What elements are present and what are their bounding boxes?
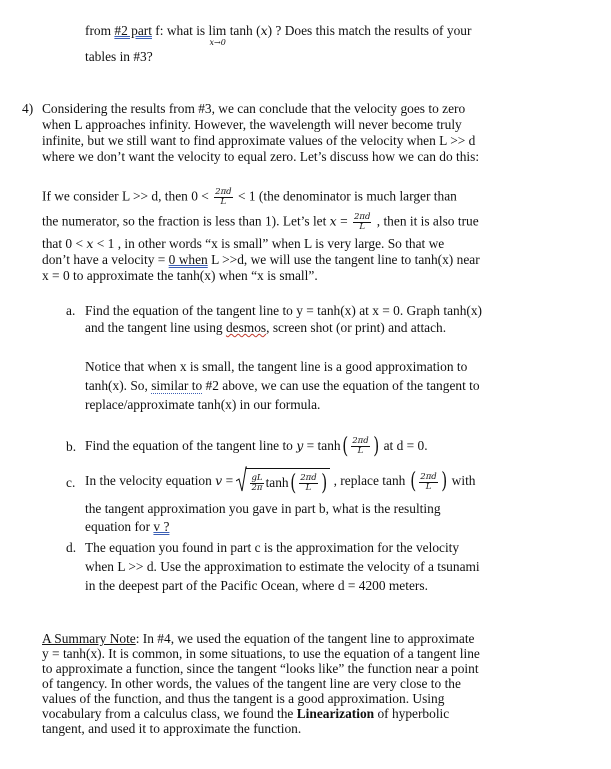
- consider-line-5: x = 0 to approximate the tanh(x) when “x is small”.: [42, 268, 318, 283]
- part-c-line-3: [85, 519, 169, 534]
- part-b-line: [85, 434, 428, 458]
- consider-line-1: [42, 188, 457, 207]
- similar-to-word: similar to: [151, 378, 203, 393]
- text: < 1 (the denominator is much larger than: [234, 188, 457, 204]
- var-x: x: [260, 23, 268, 38]
- numerator: 2πd: [300, 473, 317, 484]
- text: < 1 , in other words “x is small” when L is very large. So that we: [93, 236, 445, 251]
- denominator: 2π: [251, 483, 263, 494]
- text: , screen shot (or print) and attach.: [266, 320, 447, 335]
- denominator: L: [359, 222, 366, 232]
- text: , replace tanh: [330, 473, 409, 489]
- summary-line-4: of tangency. In other words, the values of the tangent line are very close to the: [42, 676, 461, 691]
- part-a-note-1: Notice that when x is small, the tangent line is a good approximation to: [85, 359, 468, 374]
- part-d-label: d.: [66, 540, 77, 555]
- tanh-text: tanh: [265, 475, 289, 490]
- denominator: L: [357, 446, 364, 457]
- summary-line-7: tangent, and used it to approximate the function.: [42, 721, 302, 736]
- part-d-line-3: in the deepest part of the Pacific Ocean, where d = 4200 meters.: [85, 578, 428, 593]
- text: that 0 <: [42, 236, 87, 251]
- text: Let’s let: [279, 213, 330, 229]
- text: =: [336, 213, 351, 229]
- summary-line-5: values of the function, and thus the tangent is a good approximation. Using: [42, 691, 445, 706]
- question-number: 4): [22, 101, 34, 116]
- text: from: [85, 23, 115, 38]
- q4-line-2: when L approaches infinity. However, the wavelength will never become truly: [42, 117, 462, 132]
- part-d-line-2: when L >> d. Use the approximation to estimate the velocity of a tsunami: [85, 559, 480, 574]
- text: and the tangent line using: [85, 320, 226, 335]
- var-x: x: [329, 213, 337, 229]
- limit-operator: [208, 23, 227, 47]
- consider-line-2: [42, 213, 479, 232]
- fraction-2pid-over-L: [419, 473, 437, 492]
- text: tanh(x). So,: [85, 378, 152, 393]
- var-v: v: [215, 473, 223, 489]
- q4-line-4: where we don’t want the velocity to equal zero. Let’s discuss how we can do this:: [42, 149, 480, 164]
- text: #2 above, we can use the equation of the tangent to: [202, 378, 480, 393]
- denominator: L: [305, 483, 312, 494]
- text: , then it is also true: [373, 213, 479, 229]
- fraction-2pid-over-L: [353, 213, 371, 232]
- numerator: 2πd: [215, 187, 232, 197]
- var-x: x: [86, 236, 94, 251]
- text: Find the equation of the tangent line to: [85, 438, 297, 453]
- radical-sign: [236, 466, 247, 492]
- left-paren: (: [409, 469, 417, 494]
- summary-line-2: y = tanh(x). It is common, in some situations, to use the equation of a tangent line: [42, 646, 480, 661]
- text: If we consider L >> d, then 0 <: [42, 188, 213, 204]
- summary-title: A Summary Note: [42, 631, 136, 646]
- fraction-2pid-over-L: [299, 474, 317, 493]
- part-a-note-2: [85, 378, 480, 393]
- text: ) ? Does this match the results of your: [267, 23, 472, 38]
- numerator: 2πd: [353, 212, 371, 222]
- part-a-label: a.: [66, 303, 76, 318]
- text: =: [222, 473, 237, 489]
- numerator: 2πd: [420, 471, 437, 482]
- part-c-line-2: the tangent approximation you gave in part b, what is the resulting: [85, 501, 441, 516]
- fraction-2pid-over-L: [214, 188, 232, 207]
- right-paren: ): [320, 470, 327, 496]
- fraction-2pid-over-L: [351, 437, 369, 456]
- denominator: L: [425, 481, 432, 492]
- var-y: y: [296, 438, 304, 453]
- lim-subscript: x→0: [209, 38, 226, 47]
- summary-line-1: [42, 631, 475, 646]
- text: of hyperbolic: [374, 706, 450, 721]
- right-paren: ): [441, 469, 448, 494]
- top-line-1: [85, 23, 472, 47]
- part-b-label: b.: [66, 439, 77, 454]
- q4-line-3: infinite, but we still want to find approximate values of the velocity when L >> d: [42, 133, 476, 148]
- right-paren: ): [372, 433, 379, 459]
- summary-line-6: [42, 706, 449, 721]
- text: the numerator, so the fraction is less than 1).: [42, 213, 280, 229]
- text: vocabulary from a calculus class, we found the: [42, 706, 297, 721]
- desmos-word: desmos: [225, 320, 267, 335]
- text: tanh (: [226, 23, 261, 38]
- root-content: [246, 468, 330, 496]
- numerator: 2πd: [352, 436, 369, 447]
- part-a-line-1: Find the equation of the tangent line to y = tanh(x) at x = 0. Graph tanh(x): [85, 303, 483, 318]
- text: with: [448, 473, 476, 489]
- text: at d = 0.: [380, 438, 428, 453]
- q4-line-1: Considering the results from #3, we can conclude that the velocity goes to zero: [42, 101, 466, 116]
- underlined-text: 0 when: [168, 252, 208, 267]
- text: = tanh: [303, 438, 341, 453]
- text: L >>d, we will use the tangent line to tanh(x) near: [207, 252, 480, 267]
- left-paren: (: [289, 470, 296, 496]
- underlined-v: v ?: [153, 519, 170, 534]
- top-line-2: tables in #3?: [85, 49, 153, 64]
- text: In the velocity equation: [85, 473, 216, 489]
- part-d-line-1: The equation you found in part c is the approximation for the velocity: [85, 540, 460, 555]
- part-a-note-3: replace/approximate tanh(x) in our formula.: [85, 397, 321, 412]
- fraction-gL-over-2pi: [250, 474, 263, 493]
- part-c-label: c.: [66, 475, 76, 490]
- text: equation for: [85, 519, 154, 534]
- left-paren: (: [341, 433, 348, 459]
- text: f: what is: [151, 23, 209, 38]
- linearization-term: Linearization: [296, 706, 375, 721]
- part-c-line-1: [85, 468, 475, 496]
- part-a-line-2: [85, 320, 446, 335]
- summary-line-3: to approximate a function, since the tangent “looks like” the function near a point: [42, 661, 479, 676]
- part-reference: #2 part: [114, 23, 152, 38]
- square-root: [236, 468, 330, 496]
- text: : In #4, we used the equation of the tangent line to approximate: [135, 631, 475, 646]
- text: don’t have a velocity =: [42, 252, 169, 267]
- denominator: L: [220, 197, 227, 207]
- numerator: gL: [251, 473, 263, 484]
- consider-line-4: [42, 252, 480, 267]
- lim-word: lim: [208, 23, 227, 38]
- consider-line-3: [42, 236, 444, 251]
